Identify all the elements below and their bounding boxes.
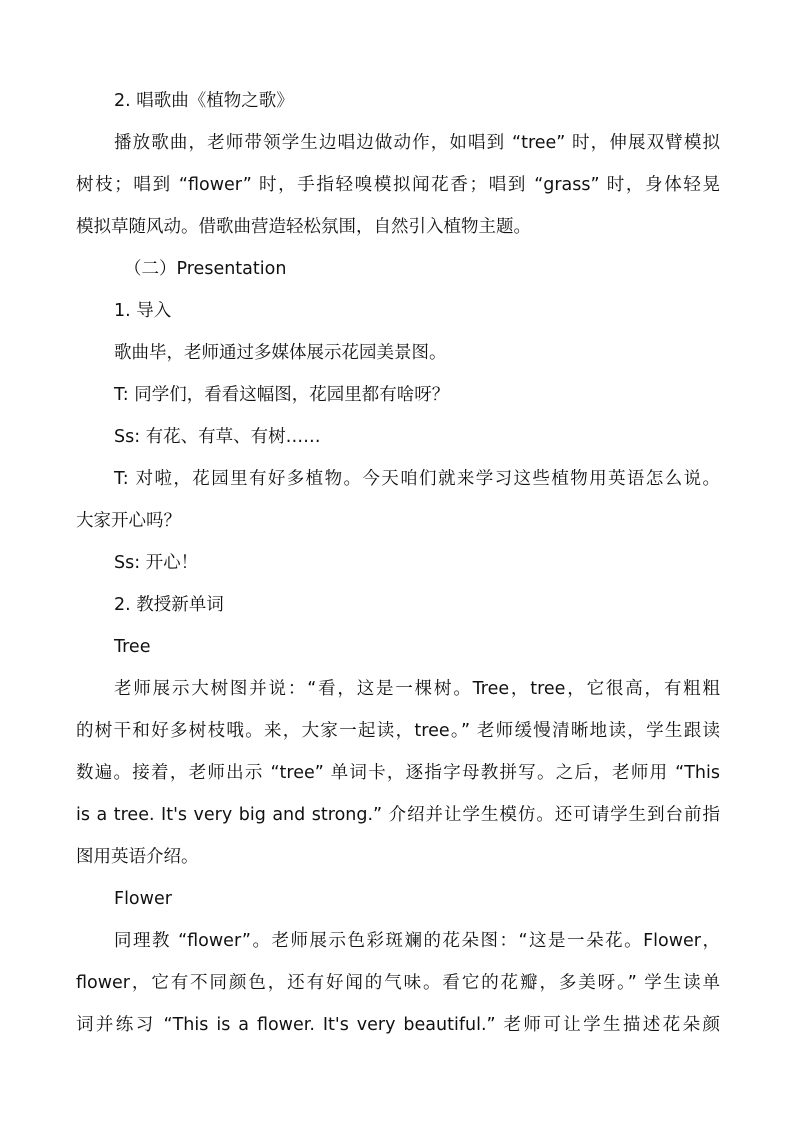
paragraph-line: 播放歌曲，老师带领学生边唱边做动作，如唱到 “tree” 时，伸展双臂模拟 bbox=[114, 133, 720, 153]
section-heading-intro: 1. 导入 bbox=[114, 301, 172, 321]
paragraph-line: 歌曲毕，老师通过多媒体展示花园美景图。 bbox=[114, 343, 447, 363]
dialogue-line: T: 对啦，花园里有好多植物。今天咱们就来学习这些植物用英语怎么说。 bbox=[114, 469, 720, 489]
paragraph-line: flower，它有不同颜色，还有好闻的气味。看它的花瓣，多美呀。” 学生读单 bbox=[76, 973, 720, 993]
dialogue-line: Ss: 开心！ bbox=[114, 553, 199, 573]
paragraph-line: 同理教 “flower”。老师展示色彩斑斓的花朵图：“这是一朵花。Flower， bbox=[114, 931, 720, 951]
document-page bbox=[76, 80, 720, 1046]
section-heading-song: 2. 唱歌曲《植物之歌》 bbox=[114, 91, 294, 111]
paragraph-line: 模拟草随风动。借歌曲营造轻松氛围，自然引入植物主题。 bbox=[76, 217, 531, 237]
paragraph-line: 树枝；唱到 “flower” 时，手指轻嗅模拟闻花香；唱到 “grass” 时，身体轻晃 bbox=[76, 175, 720, 195]
word-heading-flower: Flower bbox=[114, 889, 172, 909]
paragraph-line: 的树干和好多树枝哦。来，大家一起读，tree。” 老师缓慢清晰地读，学生跟读 bbox=[76, 721, 720, 741]
paragraph-line: 老师展示大树图并说：“看，这是一棵树。Tree，tree，它很高，有粗粗 bbox=[114, 679, 720, 699]
section-heading-presentation: （二）Presentation bbox=[124, 259, 287, 279]
dialogue-line: Ss: 有花、有草、有树…… bbox=[114, 427, 321, 447]
paragraph-line: is a tree. It's very big and strong.” 介绍并让学生模仿。还可请学生到台前指 bbox=[76, 805, 720, 825]
word-heading-tree: Tree bbox=[114, 637, 151, 657]
dialogue-line: T: 同学们，看看这幅图，花园里都有啥呀？ bbox=[114, 385, 450, 405]
dialogue-line: 大家开心吗？ bbox=[76, 511, 181, 531]
paragraph-line: 图用英语介绍。 bbox=[76, 847, 199, 867]
paragraph-line: 数遍。接着，老师出示 “tree” 单词卡，逐指字母教拼写。之后，老师用 “This bbox=[76, 763, 720, 783]
section-heading-new-words: 2. 教授新单词 bbox=[114, 595, 224, 615]
paragraph-line: 词并练习 “This is a flower. It's very beautiful.” 老师可让学生描述花朵颜 bbox=[76, 1015, 720, 1035]
